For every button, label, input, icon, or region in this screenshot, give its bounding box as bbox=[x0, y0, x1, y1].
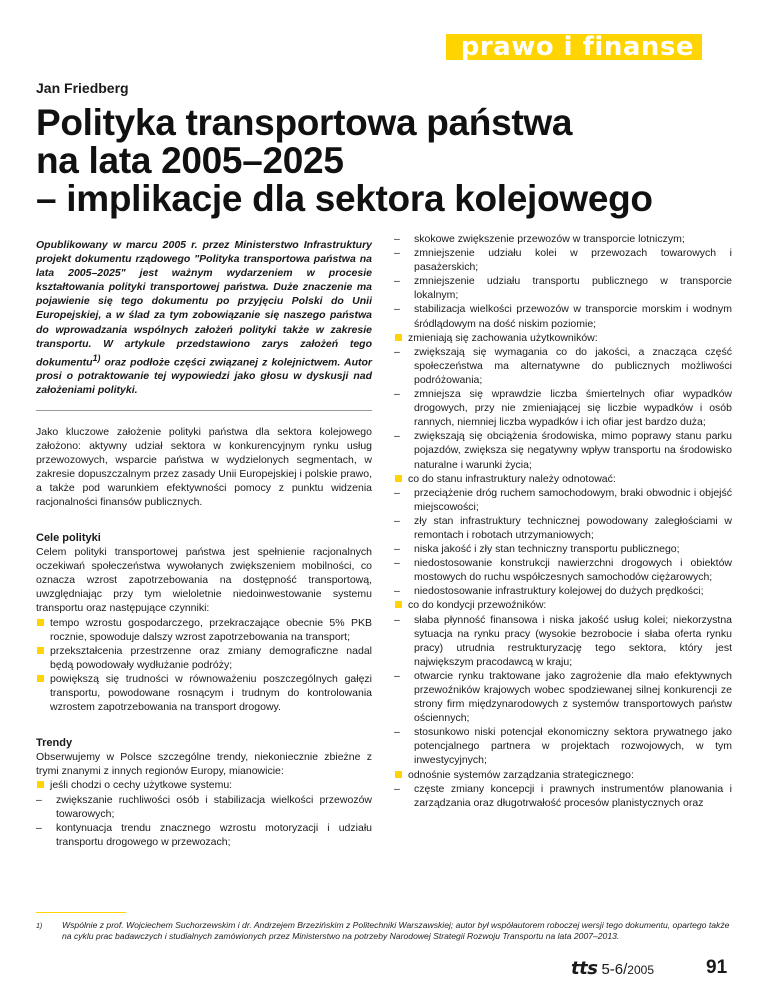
footnote-divider bbox=[36, 912, 126, 913]
title-line: Polityka transportowa państwa bbox=[36, 102, 573, 143]
list-item: – skokowe zwiększenie przewozów w transporcie lotniczym; bbox=[394, 232, 732, 246]
list-item: – częste zmiany koncepcji i prawnych instrumentów planowania i zarządzania oraz długotrwałość procesów planistycznych oraz bbox=[394, 782, 732, 810]
list-item: przekształcenia przestrzenne oraz zmiany demograficzne nadal będą powodowały wydłużanie podróży; bbox=[36, 644, 372, 672]
list-item: – zmniejszenie udziału kolei w przewozach towarowych i pasażerskich; bbox=[394, 246, 732, 274]
author-name: Jan Friedberg bbox=[36, 80, 129, 96]
list-item: – słaba płynność finansowa i niska jakość usług kolei; niekorzystna sytuacja na rynku pracy (wysokie bezrobocie i słaba oferta rynku pracy) utrudnia restrukturyzację tego sektora, który jest największym pracodawcą w kraju; bbox=[394, 613, 732, 669]
list-item: powiększą się trudności w równoważeniu poszczególnych gałęzi transportu, powodowane rosnącym i trudnym do kontrolowania wzrostem zapotrzebowania na transport drogowy. bbox=[36, 672, 372, 714]
article-title bbox=[36, 104, 736, 218]
section-banner bbox=[446, 34, 702, 60]
list-item: – zły stan infrastruktury technicznej powodowany zaległościami w remontach i robotach utrzymaniowych; bbox=[394, 514, 732, 542]
list-item: jeśli chodzi o cechy użytkowe systemu: bbox=[36, 778, 372, 792]
trendy-list bbox=[36, 778, 372, 848]
journal-issue-number: 5-6/ bbox=[601, 961, 628, 978]
cele-paragraph: Celem polityki transportowej państwa jest spełnienie racjonalnych oczekiwań społeczeństwa wywołanych zwiększeniem mobilności, co oznacza wzrost zapotrzebowania na dostępność transportową, uwzględniając przy tym wieloletnie niedoinwestowanie systemu transportu oraz następujące czynniki: bbox=[36, 546, 372, 615]
list-item: – niedostosowanie konstrukcji nawierzchni drogowych i obiektów mostowych do ruchu współczesnych samochodów ciężarowych; bbox=[394, 556, 732, 584]
journal-year: 2005 bbox=[627, 963, 654, 977]
lead-divider bbox=[36, 410, 372, 411]
right-column bbox=[394, 232, 732, 810]
section-heading-trendy: Trendy bbox=[36, 737, 73, 750]
title-line: na lata 2005–2025 bbox=[36, 140, 344, 181]
list-item: – kontynuacja trendu znacznego wzrostu motoryzacji i udziału transportu drogowego w przewozach; bbox=[36, 821, 372, 849]
footnote-text: Wspólnie z prof. Wojciechem Suchorzewskim i dr. Andrzejem Brzezińskim z Politechniki Warszawskiej; autor był współautorem roboczej wersji tego dokumentu, opartego także na cyklu prac badawczych i studialnych zamówionych przez Ministerstwo na potrzeby Narodowej Strategii Rozwoju Transportu na lata 2007–2013. bbox=[62, 920, 730, 941]
lead-paragraph bbox=[36, 238, 372, 410]
cele-list bbox=[36, 616, 372, 715]
list-item: – zmniejszenie udziału transportu publicznego w transporcie lokalnym; bbox=[394, 274, 732, 302]
list-item: – zmniejsza się wprawdzie liczba śmiertelnych ofiar wypadków drogowych, przy nie zmieniającej się liczbie wypadków i osób rannych, niemniej liczba wypadków i ich ofiar jest bardzo duża; bbox=[394, 387, 732, 429]
intro-paragraph: Jako kluczowe założenie polityki państwa dla sektora kolejowego założono: aktywny udział sektora w konkurencyjnym rynku usług przewozowych, wsparcie państwa w wydzielonych segmentach, w zakresie dopuszczalnym przez zasady Unii Europejskiej i polskie prawo, a także pod warunkiem efektywności pomocy z punktu widzenia racjonalności finansów publicznych. bbox=[36, 425, 372, 508]
list-item: – stabilizacja wielkości przewozów w transporcie morskim i wodnym śródlądowym na dość niskim poziomie; bbox=[394, 302, 732, 330]
journal-issue bbox=[571, 960, 654, 979]
left-column bbox=[36, 238, 372, 849]
footnote-marker: 1) bbox=[36, 923, 43, 930]
list-item: – przeciążenie dróg ruchem samochodowym, braki obwodnic i objejść miejscowości; bbox=[394, 486, 732, 514]
list-item: zmieniają się zachowania użytkowników: bbox=[394, 331, 732, 345]
section-title: prawo i finanse bbox=[460, 32, 694, 62]
journal-logo: tts bbox=[571, 958, 598, 979]
list-item: – niska jakość i zły stan techniczny transportu publicznego; bbox=[394, 542, 732, 556]
list-item: co do stanu infrastruktury należy odnotować: bbox=[394, 472, 732, 486]
trendy-paragraph: Obserwujemy w Polsce szczególne trendy, niekoniecznie zbieżne z trymi znanymi z innych regionów Europy, mianowicie: bbox=[36, 751, 372, 778]
lead-text-continued: oraz podłoże części związanej z kolejnictwem. Autor prosi o potraktowanie tej wypowiedzi jako głosu w dyskusji nad założeniami polityki. bbox=[36, 356, 372, 397]
list-item: – otwarcie rynku traktowane jako zagrożenie dla mało efektywnych przewoźników krajowych wobec spodziewanej silnej konkurencji ze strony firm międzynarodowych z systemów transportowych państw ościennych; bbox=[394, 669, 732, 725]
page-number: 91 bbox=[706, 957, 728, 978]
list-item: – zwiększanie ruchliwości osób i stabilizacja wielkości przewozów towarowych; bbox=[36, 793, 372, 821]
list-item: tempo wzrostu gospodarczego, przekraczające obecnie 5% PKB rocznie, spowoduje dalszy wzrost zapotrzebowania na transport; bbox=[36, 616, 372, 644]
list-item: odnośnie systemów zarządzania strategicznego: bbox=[394, 768, 732, 782]
section-heading-cele: Cele polityki bbox=[36, 532, 101, 545]
list-item: – zwiększają się wymagania co do jakości, a znacząca część społeczeństwa ma alternatywne do publicznych możliwości podróżowania; bbox=[394, 345, 732, 387]
trends-continued-list bbox=[394, 232, 732, 810]
footnote-reference: 1) bbox=[92, 352, 101, 363]
list-item: – stosunkowo niski potencjał ekonomiczny sektora prywatnego jako potencjalnego partnera w projektach rozwojowych, w tym inwestycyjnych; bbox=[394, 725, 732, 767]
list-item: co do kondycji przewoźników: bbox=[394, 598, 732, 612]
lead-text: Opublikowany w marcu 2005 r. przez Ministerstwo Infrastruktury projekt dokumentu rządowego "Polityka transportowa państwa na lata 2005–2025" jest ważnym wydarzeniem w procesie kształtowania polityki transportowej państwa. Duże znaczenie ma pojawienie się tego dokumentu po przyjęciu Polski do Unii Europejskiej, a w ślad za tym zobowiązanie się naszego państwa do wprowadzania wspólnych założeń polityki także w zakresie transportu. W artykule przedstawiono zarys założeń tego dokumentu bbox=[36, 239, 372, 369]
list-item: – zwiększają się obciążenia środowiska, mimo poprawy stanu parku pojazdów, zwiększa się negatywny wpływ transportu na środowisko naturalne i warunki życia; bbox=[394, 429, 732, 471]
list-item: – niedostosowanie infrastruktury kolejowej do dużych prędkości; bbox=[394, 584, 732, 598]
title-line: – implikacje dla sektora kolejowego bbox=[36, 178, 653, 219]
